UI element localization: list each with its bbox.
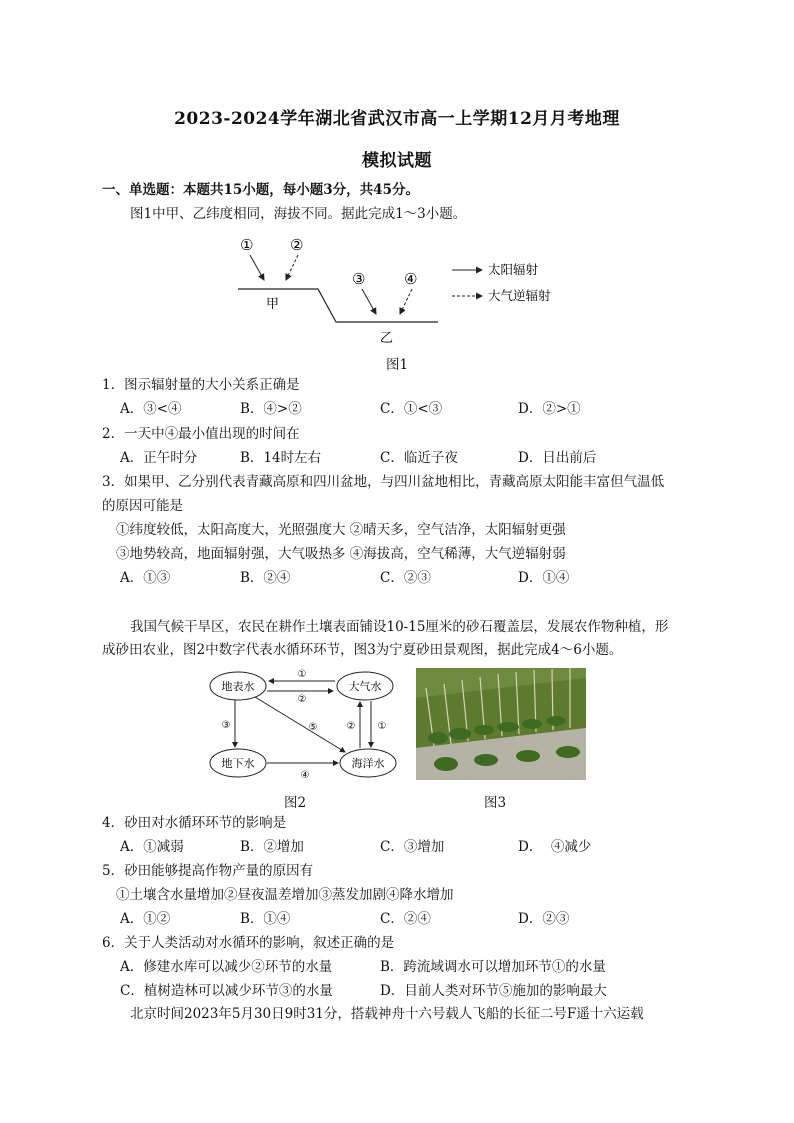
q3-option-a: A．①③ <box>120 570 171 586</box>
fig1-arrow-1 <box>250 255 264 280</box>
fig1-arrow-4 <box>400 289 412 314</box>
node-ocean-text: 海洋水 <box>351 757 385 770</box>
figure-1-caption: 图1 <box>386 357 409 373</box>
q4-option-d: D． ④减少 <box>518 839 592 855</box>
figure-3-caption: 图3 <box>484 795 507 811</box>
flow-label-right-1: ① <box>377 721 387 732</box>
node-atmos-text: 大气水 <box>348 680 382 693</box>
q1-option-a: A．③<④ <box>120 401 182 417</box>
q2-option-d: D．日出前后 <box>518 450 597 466</box>
fig1-arrow-2 <box>286 255 298 280</box>
q5-option-c: C．②④ <box>380 911 431 927</box>
q5-option-b: B．①④ <box>240 911 291 927</box>
fig1-label-yi: 乙 <box>380 331 394 346</box>
q3-stem-line-1: 3．如果甲、乙分别代表青藏高原和四川盆地，与四川盆地相比，青藏高原太阳能丰富但气温低 <box>102 474 665 490</box>
q2-option-b: B．14时左右 <box>240 450 322 466</box>
section-heading: 一、单选题：本题共15小题，每小题3分，共45分。 <box>102 182 419 198</box>
q5-items: ①土壤含水量增加②昼夜温差增加③蒸发加剧④降水增加 <box>116 887 454 903</box>
fig1-label-3: ③ <box>352 270 366 288</box>
q4-stem: 4．砂田对水循环环节的影响是 <box>102 815 287 831</box>
q3-items-line-1: ①纬度较低，太阳高度大，光照强度大 ②晴天多，空气洁净，太阳辐射更强 <box>116 522 566 538</box>
q1-option-c: C．①<③ <box>380 401 443 417</box>
figure-2-water-cycle <box>205 666 405 784</box>
q4-option-a: A．①减弱 <box>120 839 184 855</box>
flow-label-1: ① <box>297 669 307 680</box>
page-title: 2023-2024学年湖北省武汉市高一上学期12月月考地理 <box>174 109 620 129</box>
q2-option-a: A．正午时分 <box>120 450 198 466</box>
fig1-label-jia: 甲 <box>266 297 280 312</box>
flow-label-3: ③ <box>221 720 231 731</box>
q4-option-c: C．③增加 <box>380 839 445 855</box>
q5-stem: 5．砂田能够提高作物产量的原因有 <box>102 863 314 879</box>
fig1-label-2: ② <box>290 236 304 254</box>
q1-option-d: D．②>① <box>518 401 581 417</box>
q6-option-a: A．修建水库可以减少②环节的水量 <box>120 959 333 975</box>
page-subtitle: 模拟试题 <box>362 151 432 171</box>
fig1-label-4: ④ <box>404 270 418 288</box>
q6-option-b: B．跨流域调水可以增加环节①的水量 <box>380 959 606 975</box>
q4-option-b: B．②增加 <box>240 839 304 855</box>
q1-option-b: B．④>② <box>240 401 302 417</box>
flow-label-2: ② <box>297 694 307 705</box>
figure-3-photo <box>416 668 586 780</box>
intro-paragraph-2-line-2: 成砂田农业，图2中数字代表水循环环节，图3为宁夏砂田景观图，据此完成4～6小题。 <box>102 642 623 658</box>
figure-2-caption: 图2 <box>284 795 307 811</box>
q6-option-c: C．植树造林可以减少环节③的水量 <box>120 983 333 999</box>
legend-solar-label: 太阳辐射 <box>488 262 539 277</box>
intro-paragraph-3: 北京时间2023年5月30日9时31分，搭载神舟十六号载人飞船的长征二号F遥十六运载 <box>130 1006 644 1022</box>
fig1-label-1: ① <box>240 236 254 254</box>
flow-label-4: ④ <box>300 770 310 781</box>
flow-label-right-2: ② <box>346 721 356 732</box>
intro-paragraph-1: 图1中甲、乙纬度相同，海拔不同。据此完成1～3小题。 <box>130 206 467 222</box>
legend-counter-label: 大气逆辐射 <box>488 288 551 303</box>
q3-option-c: C．②③ <box>380 570 431 586</box>
q5-option-d: D．②③ <box>518 911 570 927</box>
flow-arrow-5 <box>255 697 345 752</box>
q3-option-d: D．①④ <box>518 570 570 586</box>
q6-stem: 6．关于人类活动对水循环的影响，叙述正确的是 <box>102 935 395 951</box>
fig1-arrow-3 <box>362 289 376 314</box>
flow-label-5: ⑤ <box>308 722 318 733</box>
q2-option-c: C．临近子夜 <box>380 450 458 466</box>
q5-option-a: A．①② <box>120 911 171 927</box>
q3-items-line-2: ③地势较高，地面辐射强，大气吸热多 ④海拔高，空气稀薄，大气逆辐射弱 <box>116 546 566 562</box>
node-surface-text: 地表水 <box>221 680 255 693</box>
q2-stem: 2．一天中④最小值出现的时间在 <box>102 426 300 442</box>
q1-stem: 1．图示辐射量的大小关系正确是 <box>102 377 300 393</box>
q3-stem-line-2: 的原因可能是 <box>102 498 183 514</box>
node-ground-text: 地下水 <box>221 757 255 770</box>
q6-option-d: D．目前人类对环节⑤施加的影响最大 <box>380 983 607 999</box>
q3-option-b: B．②④ <box>240 570 291 586</box>
figure-1-diagram <box>230 232 570 350</box>
intro-paragraph-2-line-1: 我国气候干旱区，农民在耕作土壤表面铺设10-15厘米的砂石覆盖层，发展农作物种植，形 <box>130 619 669 635</box>
